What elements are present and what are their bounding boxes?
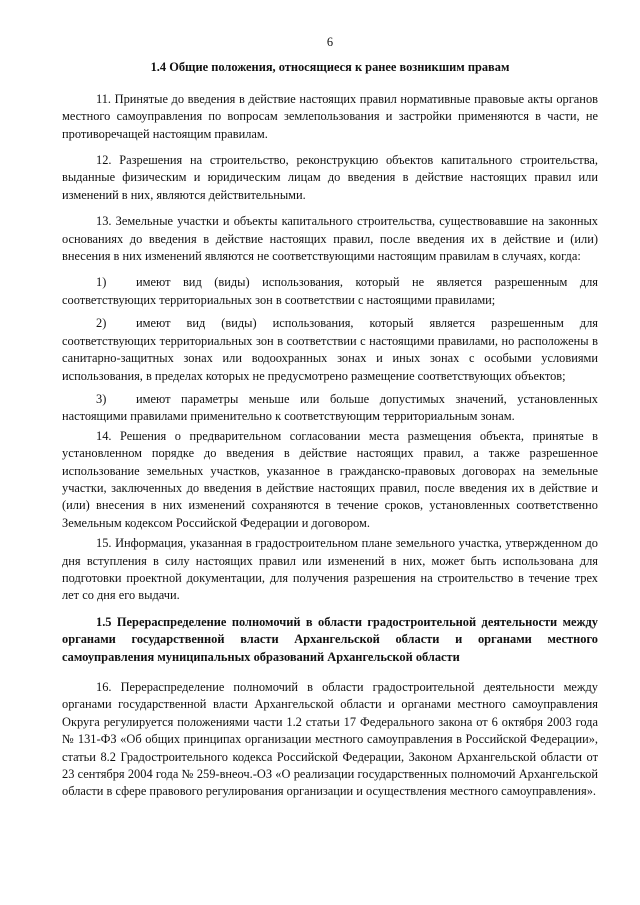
- paragraph-12: 12. Разрешения на строительство, реконструкцию объектов капитального строительства, выданные физическим и юридическим лицам до введения в действие настоящих правил или изменений в них, являются действительными.: [62, 153, 598, 202]
- list-item-number: 3): [96, 391, 107, 406]
- section-heading-1-5: 1.5 Перераспределение полномочий в области градостроительной деятельности между органами государственной власти Архангельской области и органами местного самоуправления муниципальных образований Архангельской области: [62, 614, 598, 664]
- paragraph-14: 14. Решения о предварительном согласовании места размещения объекта, принятые в установленном порядке до введения в действие настоящих правил, а также разрешенное использование земельных участков, указанное в гражданско-правовых договорах на земельные участки, заключенных до введения в действие настоящих правил, после введения их в действие и (или) внесения в них изменений сохраняются в течение сроков, установленных соответственно Земельным кодексом Российской Федерации и договором.: [62, 428, 598, 530]
- paragraph-11: 11. Принятые до введения в действие настоящих правил нормативные правовые акты органов местного самоуправления по вопросам землепользования и застройки применяются в части, не противоречащей настоящим правилам.: [62, 91, 598, 141]
- paragraph-13: 13. Земельные участки и объекты капитального строительства, существовавшие на законных основаниях до введения в действие настоящих правил, после введения их в действие и (или) внесения в них изменений являются не соответствующими настоящим правилам в случаях, когда:: [62, 214, 598, 264]
- list-item-1: [62, 274, 598, 309]
- list-item-text: имеют вид (виды) использования, который является разрешенным для соответствующих территориальных зон в соответствии с настоящими правилами, но расположены в санитарно-защитных зонах или водоохранных зонах и иных зонах с особыми условиями использования, в пределах которых не предусмотрено размещение соответствующих объектов;: [62, 316, 598, 383]
- section-heading-1-4: 1.4 Общие положения, относящиеся к ранее возникшим правам: [150, 60, 510, 75]
- paragraph-16: 16. Перераспределение полномочий в области градостроительной деятельности между органами государственной власти Архангельской области и органами местного самоуправления Округа регулируется положениями части 1.2 статьи 17 Федерального закона от 6 октября 2003 года № 131-ФЗ «Об общих принципах организации местного самоуправления в Российской Федерации», статьи 8.2 Градостроительного кодекса Российской Федерации, Законом Архангельской области от 23 сентября 2004 года № 259-внеоч.-ОЗ «О реализации государственных полномочий Архангельской области в сфере правового регулирования организации и осуществления местного самоуправления».: [62, 680, 598, 799]
- list-item-2: [62, 315, 598, 385]
- list-item-text: имеют вид (виды) использования, который не является разрешенным для соответствующих территориальных зон в соответствии с настоящими правилами;: [62, 275, 598, 307]
- paragraph-15: 15. Информация, указанная в градостроительном плане земельного участка, утвержденном до дня вступления в силу настоящих правил или изменений в них, может быть использована для подготовки проектной документации, для получения разрешения на строительство в течение трех лет со дня его выдачи.: [62, 536, 598, 603]
- list-item-3: [62, 391, 598, 426]
- list-item-text: имеют параметры меньше или больше допустимых значений, установленных настоящими правилами применительно к соответствующим территориальным зонам.: [62, 391, 598, 424]
- page-number: 6: [326, 35, 334, 49]
- list-item-number: 1): [96, 275, 107, 290]
- list-item-number: 2): [96, 316, 107, 331]
